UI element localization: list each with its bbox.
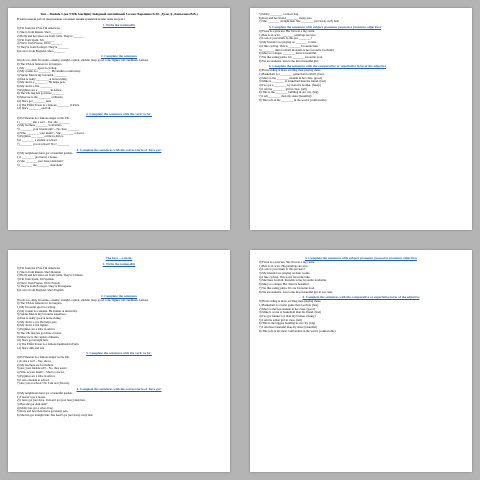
task-3-lines xyxy=(17,117,221,147)
task-line: 4) Dan is really ________ at horse-riding. xyxy=(17,76,68,81)
answer-line: 6) I am a student at school. xyxy=(17,377,50,382)
answer-line: 4) Dan is really good at horse-riding. xyxy=(17,316,62,321)
answer-line: 0) My neighbours have got a beautiful garden. xyxy=(17,390,73,395)
task-line: 3) Mike is ________ at basketball than his friend. (bad) xyxy=(259,79,326,84)
task-line: 11) The Eiffel Tower is a famous ________ in Paris. xyxy=(17,102,80,107)
task-line: 2) She ________ (not have) dark hair? xyxy=(17,158,64,163)
answer-line: 7) I am more beautiful than my sister (beautiful) xyxy=(259,325,317,330)
task-line: 5) ________ likes football. Ronaldo is her favourite footballer. xyxy=(259,47,335,52)
task-line: 2) Look at your mum. Is this pet ________? xyxy=(259,36,312,41)
task-line: 5) Pygmies ________ a tribe in Africa. xyxy=(17,134,64,139)
task-line: 1) I ________ (not have) a house. xyxy=(17,155,58,160)
answer-line: 3) Are your friends tall? – No, they aren't. xyxy=(17,366,68,371)
task-heading: 5. Complete the sentences with subject pronouns possessive pronouns adjectives xyxy=(269,25,381,30)
task-line: 0) The USA is famous for its burgers. xyxy=(17,61,63,66)
answer-line: 0) I'm from the USA. I'm American. xyxy=(17,265,61,270)
answer-line: 0) Fiona is a princess. She lives in a big castle. xyxy=(259,259,315,264)
task-heading: 4. Complete the sentences with the correct form of 'have got' xyxy=(76,147,162,152)
task-line: 5) I am the ________ girl in class. (tall) xyxy=(259,86,307,91)
task-line: 7) ________ you at school? No I ________ xyxy=(17,141,70,146)
answer-line: 1) Is she a vet? – Yes, she is. xyxy=(17,358,52,363)
task-line: 2) My cousin is a ________. He studies at university. xyxy=(17,69,81,74)
task-2-answers xyxy=(17,302,221,350)
answer-line: 2) Mary is the best student in her class. (good) xyxy=(259,306,315,311)
answer-line: 4) I've got funnier toy than my brother. (funny) xyxy=(259,313,316,318)
intro-text: В контрольной работе предложены основные знания грамматические темы модуля 1 xyxy=(17,16,126,21)
document-page-4 xyxy=(250,250,472,472)
task-line: 1) Basketball is a ________ game than football. (fast) xyxy=(259,71,324,76)
answer-line: 5) She likes football. Ronaldo is her favourite footballer. xyxy=(259,278,327,283)
answer-line: 3) Has she got dark skin? xyxy=(17,401,48,406)
answer-line: 6) My dad is a fire fighter. xyxy=(17,323,49,328)
answer-line: 1) My favourite sport is cycling. xyxy=(17,304,56,309)
answer-line: 6) She has got straight hair. She hasn't got (not have) curly hair. xyxy=(17,413,94,418)
answer-line: 6) This is the biggest building in our city. (big) xyxy=(259,321,316,326)
task-line: 3) My friends love playing on ________ rooms. xyxy=(259,40,317,45)
answer-line: 4) Who is your mum? – She is a doctor. xyxy=(17,370,65,375)
task-line: 5) Molly ________ a school bag. xyxy=(259,12,299,16)
task-line: 4) I like cycling. This is ________ favourite bike. xyxy=(259,43,319,48)
answer-line: 6) Mary is a singer. Her dress is beautiful. xyxy=(259,282,310,287)
answer-line: 2) My brothers are footballers. xyxy=(17,362,54,367)
answer-line: 10) She's got straight hair. xyxy=(17,338,49,343)
answer-line: 8) We are students. Lisa is the most beautiful girl in our class. xyxy=(259,289,334,294)
page-title: Test – Module 1 (на УМК Starlight) Звёздный английский 5 класс Баранова К.М., Дули Д., Копылова В.В.) xyxy=(40,12,198,16)
answer-line: 0) Ed Sheeran is a famous singer in the UK. xyxy=(17,355,70,360)
task-line: 7) We like eating pizza. It's ________ favourite food. xyxy=(259,54,323,59)
task-line: 0) My neighbours have got a beautiful garden. xyxy=(17,151,73,156)
task-line: 8) We are students. Lisa is the most beautiful girl. xyxy=(259,58,319,63)
task-line: 2) My brothers ________ footballers. xyxy=(17,123,63,128)
answer-line: 1) She is from Russia. She's Russian xyxy=(17,269,61,274)
answer-line: 5) They're from Portugal. They're Portuguese xyxy=(17,284,72,289)
task-line: 0) Horse riding is more exciting than playing chess. xyxy=(259,68,322,73)
answer-line: 7) We like eating pizza. It's our favourite food. xyxy=(259,285,315,290)
task-heading: 6. Complete the sentences with the comparative or superlative form of the adjective xyxy=(302,295,420,300)
keys-heading: The keys – ключи. xyxy=(105,256,133,260)
task-line: 4) We're from France. We're _______ xyxy=(17,41,62,46)
task-line: 1) She is from Russia. She's _______ xyxy=(17,30,62,35)
answer-line: 0) The USA is famous for its burgers. xyxy=(17,301,63,306)
task-line: 6) I ________ a student at school. xyxy=(17,138,58,143)
task-line: 7) Pygmies are a ________ in Africa. xyxy=(17,87,62,92)
answer-line: 4) We're from France. We're French xyxy=(17,280,60,285)
task-line: 6) Katy and her friend ________ many pets. xyxy=(259,15,313,20)
task-5-lines xyxy=(259,30,463,63)
answer-line: 5) I am the tallest girl in class. (tall) xyxy=(259,317,302,322)
task-heading: 3. Complete the sentences with the verb 'to be'. xyxy=(86,351,152,356)
task-heading: 3. Complete the sentences with the verb 'to be'. xyxy=(86,111,152,116)
task-line: 4) Who ________ your mum? – She ________ a doctor. xyxy=(17,130,85,135)
task-line: 8) This sofa is the ________ in the world. (comfortable) xyxy=(259,97,327,102)
answer-line: 3) Mike is worse at basketball than his friend. (bad) xyxy=(259,310,321,315)
task-heading: 1. Write the nationality xyxy=(102,22,136,27)
task-4-answers xyxy=(17,392,221,418)
task-line: 7) She ________ straight hair. She ________ (not have) curly hair. xyxy=(259,19,340,24)
answer-line: 5) Pygmies are a tribe in Africa. xyxy=(17,373,56,378)
task-line: 5) They're from Portugal. They're _______ xyxy=(17,44,69,49)
answer-line: 2) My cousin is a student. He studies at university. xyxy=(17,308,78,313)
task-line: 6) Lola is from England. She's _______ xyxy=(17,48,65,53)
task-line: 6) Mary is a singer. ________ dress is beautiful. xyxy=(259,51,317,56)
task-2-lines xyxy=(17,63,221,111)
task-1-answers xyxy=(17,267,221,293)
task-line: 2) Mary is the ________ student in her class. (good) xyxy=(259,75,322,80)
answer-line: 12) She's slim and tall. xyxy=(17,345,45,350)
answer-line: 11) The Eiffel Tower is a famous landmark in Paris. xyxy=(17,341,80,346)
answer-line: 3) My friends love playing on their rooms. xyxy=(259,271,311,276)
word-bank: Words: ice, slim, favourite, ornamy, straight, capital, student, busy, good, tofu, fighter, tail, landmark, famous xyxy=(17,58,149,63)
answer-line: 4) I like cycling. This is my favourite bike. xyxy=(259,274,311,279)
task-line: 3) ________ your friends tall? – No, they ________ xyxy=(17,126,80,131)
task-line: 3) I'm from Spain. I'm _______ xyxy=(17,37,55,42)
task-6-lines xyxy=(259,69,463,102)
task-line: 1) ________ she a vet? – Yes, she ________ xyxy=(17,119,71,124)
answer-line: 2) Look at your mum. Is this pet hers? xyxy=(259,267,305,272)
task-line: 0) Ed Sheeran is a famous singer in the UK. xyxy=(17,115,70,120)
answer-line: 3) I'm from Spain. I'm Spanish xyxy=(17,276,54,281)
task-heading: 2. Complete the sentences xyxy=(100,293,138,298)
answer-line: 8) The UK flag has got three colours. xyxy=(17,330,62,335)
document-page-2 xyxy=(250,8,472,230)
task-4-lines xyxy=(17,152,221,167)
task-line: 3) ________ the ________ dark skin? xyxy=(17,162,63,167)
answer-line: 7) Are you at school? No I am not (I'm not). xyxy=(17,381,70,386)
answer-line: 1) Ben is an actor. His paintings are nice. xyxy=(259,263,309,268)
task-line: 1) My ________ sport is cycling. xyxy=(17,65,57,70)
answer-line: 2) Holly and her sister are from Chile. They're Chilean xyxy=(17,273,83,278)
task-1-lines xyxy=(17,27,221,53)
task-6-answers xyxy=(259,300,463,333)
task-line: 4) I've got a ________ toy than my brother. (funny) xyxy=(259,83,321,88)
task-heading: 6. Complete the sentences with the comparative or superlative form of the adjective xyxy=(269,64,387,69)
word-bank: Words: ice, slim, favourite, ornamy, straight, capital, student, busy, good, tofu, fighter, tail, landmark, famous xyxy=(17,297,149,302)
task-4-continued xyxy=(259,13,463,24)
answer-line: 5) Katy and her friend have got many pets. xyxy=(17,409,69,414)
task-heading: 5. Complete the sentences with subject pronouns possessive pronouns adjectives xyxy=(305,256,417,260)
answer-line: 0) Horse riding is more exciting than playing chess. xyxy=(259,299,322,304)
answer-line: 8) This sofa is the most comfortable in the world. (comfortable) xyxy=(259,328,336,333)
document-page-1 xyxy=(8,8,230,230)
task-heading: 4. Complete the sentences with the correct form of 'have got' xyxy=(76,386,162,391)
answer-line: 7) Pygmies are a tribe in Africa. xyxy=(17,327,56,332)
task-line: 3) Spider Man is my favourite ________ xyxy=(17,72,66,77)
task-line: 0) Fiona is a princess. Her lives in a big castle. xyxy=(259,29,315,34)
task-line: 12) She's ________ and tall. xyxy=(17,106,52,111)
answer-line: 6) Lola is from England. She's English xyxy=(17,288,64,293)
task-line: 5) My dad is a ________. He helps pets. xyxy=(17,80,66,85)
task-line: 7) I am ________ than my sister (beautiful) xyxy=(259,94,312,99)
task-line: 1) Ben is an actor. ________ paintings are nice. xyxy=(259,32,317,37)
answer-line: 4) Molly has got a school bag. xyxy=(17,405,54,410)
task-line: 2) Holly and her sister are from Chile. They're _______ xyxy=(17,33,84,38)
task-5-answers xyxy=(259,261,463,294)
task-3-answers xyxy=(17,356,221,386)
task-line: 6) My dad is a fire ________ xyxy=(17,84,52,89)
document-page-3 xyxy=(8,250,230,472)
task-line: 0) I'm from the USA. I'm American. xyxy=(17,26,61,31)
answer-line: 1) Basketball is a faster game than football. (fast) xyxy=(259,302,319,307)
answer-line: 1) I haven't got a house. xyxy=(17,394,46,399)
task-heading: 2. Complete the sentences xyxy=(100,54,138,59)
task-heading: 1. Write the nationality xyxy=(102,261,136,266)
answer-line: 9) Moscow is the capital of Russia. xyxy=(17,334,60,339)
task-line: 10) She's got ________ hair. xyxy=(17,98,52,103)
task-line: 6) This is the ________ building in our city. (big) xyxy=(259,90,319,95)
task-line: 9) Moscow is the ________ of Russia. xyxy=(17,95,64,100)
answer-line: 3) Spider Man is my favourite superhero. xyxy=(17,312,67,317)
task-line: 8) The UK flag has got three ________ xyxy=(17,91,65,96)
answer-line: 5) My dad is a vet. He helps pets. xyxy=(17,319,58,324)
answer-line: 2) I have got (not have, I haven't got (not have) dark hair. xyxy=(17,398,86,403)
